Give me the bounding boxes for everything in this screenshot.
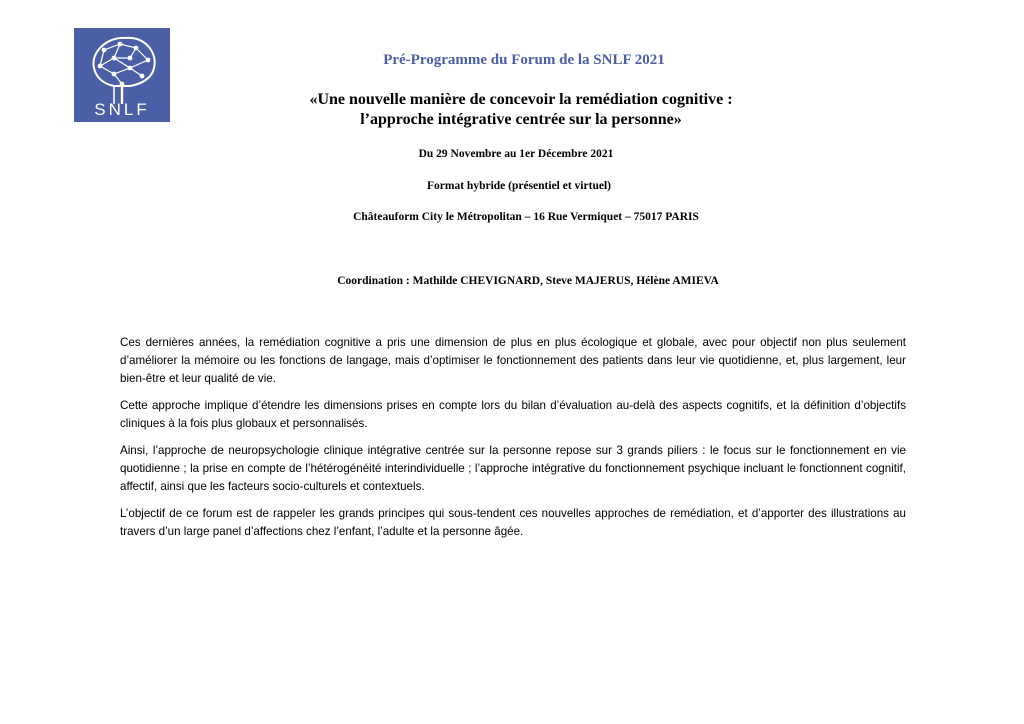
paragraph-3: Ainsi, l’approche de neuropsychologie clinique intégrative centrée sur la personne repose sur 3 grands piliers : le focus sur le fonctionnement en vie quotidienne ; la prise en compte de l’hétérogénéité interindividuelle ; l’approche intégrative du fonctionnement psychique incluant le fonctionnent cognitif, affectif, ainsi que les facteurs socio-culturels et contextuels. bbox=[120, 444, 906, 493]
logo-text: SNLF bbox=[94, 100, 150, 119]
subtitle-line-1: «Une nouvelle manière de concevoir la remédiation cognitive : bbox=[309, 91, 733, 108]
paragraph-2: Cette approche implique d’étendre les dimensions prises en compte lors du bilan d’évaluation au-delà des aspects cognitifs, et la définition d’objectifs cliniques à la fois plus globaux et personnalisés. bbox=[120, 399, 906, 430]
page-title: Pré-Programme du Forum de la SNLF 2021 bbox=[383, 52, 665, 68]
subtitle-line-2: l’approche intégrative centrée sur la personne» bbox=[360, 111, 682, 128]
event-coordination: Coordination : Mathilde CHEVIGNARD, Steve MAJERUS, Hélène AMIEVA bbox=[337, 275, 719, 287]
event-format: Format hybride (présentiel et virtuel) bbox=[427, 180, 611, 192]
paragraph-4: L’objectif de ce forum est de rappeler les grands principes qui sous-tendent ces nouvelles approches de remédiation, et d’apporter des illustrations au travers d’un large panel d’affections chez l’enfant, l’adulte et la personne âgée. bbox=[120, 507, 906, 538]
paragraph-1: Ces dernières années, la remédiation cognitive a pris une dimension de plus en plus écologique et globale, avec pour objectif non plus seulement d’améliorer la mémoire ou les fonctions de langage, mais d’optimiser le fonctionnement des patients dans leur vie quotidienne, et, plus largement, leur bien-être et leur qualité de vie. bbox=[120, 336, 906, 385]
event-venue: Châteauform City le Métropolitan – 16 Rue Vermiquet – 75017 PARIS bbox=[353, 211, 699, 223]
page-subtitle bbox=[0, 90, 1024, 130]
body-text bbox=[120, 334, 906, 550]
event-dates: Du 29 Novembre au 1er Décembre 2021 bbox=[418, 148, 614, 160]
